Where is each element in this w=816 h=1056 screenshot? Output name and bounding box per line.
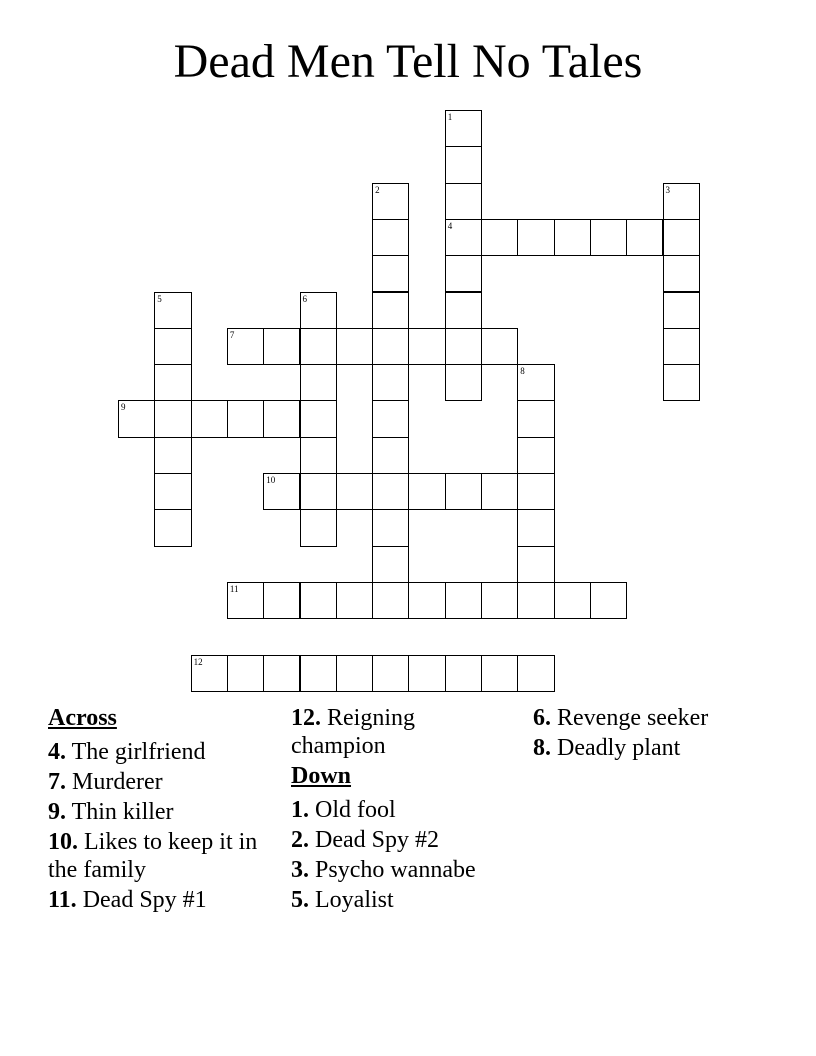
grid-cell[interactable] [372, 509, 409, 546]
grid-cell[interactable] [227, 655, 264, 692]
grid-cell[interactable] [408, 655, 445, 692]
grid-cell[interactable] [445, 655, 482, 692]
grid-cell[interactable] [517, 400, 554, 437]
grid-cell[interactable] [227, 400, 264, 437]
grid-cell[interactable] [517, 582, 554, 619]
clue-down-6: 6. Revenge seeker [533, 705, 709, 731]
grid-cell[interactable] [445, 146, 482, 183]
grid-cell[interactable] [154, 473, 191, 510]
grid-cell[interactable] [372, 328, 409, 365]
clue-number: 2 [375, 184, 380, 195]
grid-cell[interactable] [663, 292, 700, 329]
grid-cell[interactable] [481, 655, 518, 692]
grid-cell[interactable] [372, 655, 409, 692]
grid-cell[interactable] [445, 219, 482, 256]
grid-cell[interactable] [445, 183, 482, 220]
grid-cell[interactable] [445, 110, 482, 147]
grid-cell[interactable] [300, 292, 337, 329]
grid-cell[interactable] [372, 292, 409, 329]
grid-cell[interactable] [626, 219, 663, 256]
clue-across-4: 4. The girlfriend [48, 739, 206, 765]
grid-cell[interactable] [481, 328, 518, 365]
grid-cell[interactable] [445, 328, 482, 365]
grid-cell[interactable] [663, 183, 700, 220]
grid-cell[interactable] [372, 364, 409, 401]
clue-number: 10 [266, 475, 276, 485]
grid-cell[interactable] [300, 328, 337, 365]
grid-cell[interactable] [445, 582, 482, 619]
clue-number: 9 [121, 402, 126, 413]
grid-cell[interactable] [336, 473, 373, 510]
grid-cell[interactable] [118, 400, 155, 437]
puzzle-title: Dead Men Tell No Tales [173, 35, 643, 88]
clue-down-1: 1. Old fool [291, 797, 396, 823]
grid-cell[interactable] [408, 582, 445, 619]
grid-cell[interactable] [227, 328, 264, 365]
grid-cell[interactable] [336, 655, 373, 692]
grid-cell[interactable] [481, 473, 518, 510]
grid-cell[interactable] [336, 328, 373, 365]
grid-cell[interactable] [517, 437, 554, 474]
grid-cell[interactable] [517, 546, 554, 583]
grid-cell[interactable] [554, 219, 591, 256]
grid-cell[interactable] [300, 473, 337, 510]
grid-cell[interactable] [481, 219, 518, 256]
grid-cell[interactable] [263, 582, 300, 619]
clue-across-7: 7. Murderer [48, 769, 163, 795]
grid-cell[interactable] [445, 292, 482, 329]
grid-cell[interactable] [227, 582, 264, 619]
grid-cell[interactable] [663, 328, 700, 365]
grid-cell[interactable] [300, 655, 337, 692]
clue-down-3: 3. Psycho wannabe [291, 857, 476, 883]
grid-cell[interactable] [372, 582, 409, 619]
clue-column-1 [48, 704, 268, 916]
grid-cell[interactable] [517, 509, 554, 546]
clue-number: 11 [229, 583, 239, 594]
clue-down-8: 8. Deadly plant [533, 735, 681, 761]
clue-number: 12 [193, 656, 203, 667]
clue-across-12: 12. Reigning champion [291, 705, 415, 759]
grid-cell[interactable] [445, 255, 482, 292]
across-heading: Across [48, 705, 117, 731]
grid-cell[interactable] [517, 219, 554, 256]
grid-cell[interactable] [263, 328, 300, 365]
grid-cell[interactable] [445, 364, 482, 401]
grid-cell[interactable] [300, 582, 337, 619]
grid-cell[interactable] [408, 328, 445, 365]
grid-cell[interactable] [663, 364, 700, 401]
clue-column-3 [533, 704, 733, 764]
grid-cell[interactable] [191, 655, 228, 692]
clue-number: 7 [229, 329, 235, 340]
grid-cell[interactable] [372, 546, 409, 583]
grid-cell[interactable] [336, 582, 373, 619]
grid-cell[interactable] [372, 255, 409, 292]
grid-cell[interactable] [481, 582, 518, 619]
grid-cell[interactable] [263, 655, 300, 692]
clue-down-2: 2. Dead Spy #2 [291, 827, 439, 853]
grid-cell[interactable] [154, 437, 191, 474]
grid-cell[interactable] [154, 292, 191, 329]
clue-number: 8 [520, 366, 525, 377]
grid-cell[interactable] [300, 509, 337, 546]
grid-cell[interactable] [372, 183, 409, 220]
grid-cell[interactable] [372, 400, 409, 437]
grid-cell[interactable] [372, 219, 409, 256]
grid-cell[interactable] [154, 364, 191, 401]
grid-cell[interactable] [154, 328, 191, 365]
grid-cell[interactable] [300, 400, 337, 437]
grid-cell[interactable] [445, 473, 482, 510]
grid-cell[interactable] [300, 364, 337, 401]
grid-cell[interactable] [154, 400, 191, 437]
grid-cell[interactable] [372, 437, 409, 474]
grid-cell[interactable] [154, 509, 191, 546]
clue-number: 4 [447, 220, 453, 231]
grid-cell[interactable] [517, 364, 554, 401]
grid-cell[interactable] [517, 655, 554, 692]
down-heading: Down [291, 763, 352, 789]
grid-cell[interactable] [554, 582, 591, 619]
clue-across-9: 9. Thin killer [48, 799, 174, 825]
grid-cell[interactable] [300, 437, 337, 474]
clue-down-5: 5. Loyalist [291, 887, 394, 913]
grid-cell[interactable] [663, 219, 700, 256]
clue-number: 5 [157, 293, 162, 304]
grid-cell[interactable] [590, 219, 627, 256]
clue-number: 3 [665, 184, 670, 195]
grid-cell[interactable] [590, 582, 627, 619]
grid-cell[interactable] [517, 473, 554, 510]
grid-cell[interactable] [408, 473, 445, 510]
grid-cell[interactable] [663, 255, 700, 292]
clue-column-2 [291, 704, 481, 916]
grid-cell[interactable] [191, 400, 228, 437]
clue-across-11: 11. Dead Spy #1 [48, 887, 207, 913]
clue-across-10: 10. Likes to keep it in the family [48, 829, 258, 883]
grid-cell[interactable] [263, 400, 300, 437]
grid-cell[interactable] [263, 473, 300, 510]
clue-number: 1 [447, 112, 453, 122]
grid-cell[interactable] [372, 473, 409, 510]
clue-number: 6 [302, 293, 307, 304]
